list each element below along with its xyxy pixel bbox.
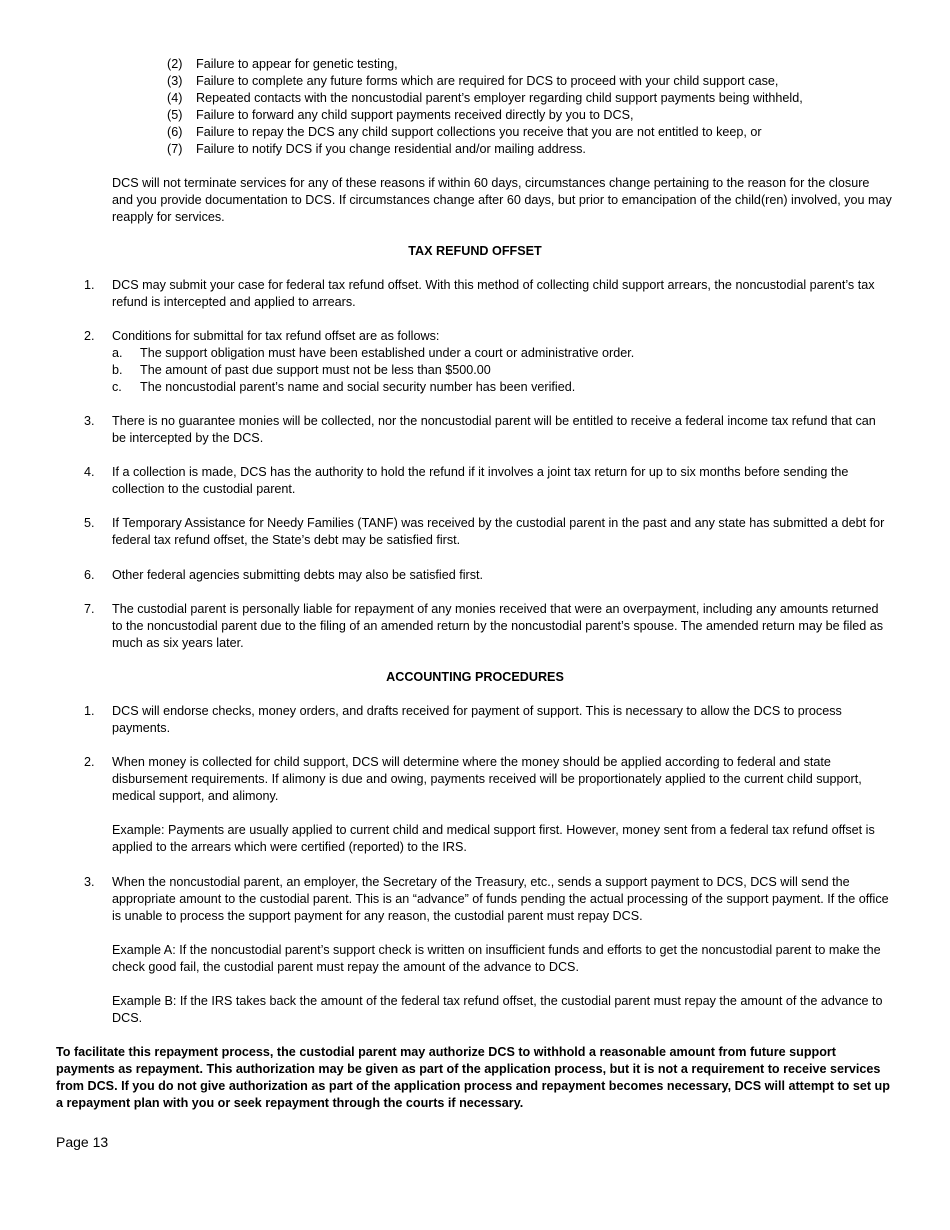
list-item-number: 4. [84, 465, 95, 479]
repayment-notice: To facilitate this repayment process, the custodial parent may authorize DCS to withhold a reasonable amount from future support payments as repayment. This authorization may be given as part of the application process, but it is not a requirement to receive services from DCS. If you do not give authorization as part of the application process and repayment becomes necessary, DCS will attempt to set up a repayment plan with you or seek repayment through the courts if necessary. [56, 1045, 890, 1110]
closure-note-paragraph: DCS will not terminate services for any of these reasons if within 60 days, circumstances change pertaining to the reason for the closure and you provide documentation to DCS. If circumstances change after 60 days, but prior to emancipation of the child(ren) involved, you may reapply for services. [112, 176, 892, 224]
list-item-number: 2. [84, 755, 95, 769]
example-b-paragraph: Example B: If the IRS takes back the amount of the federal tax refund offset, the custodial parent must repay the amount of the advance to DCS. [112, 994, 883, 1025]
list-item-number: 7. [84, 602, 95, 616]
list-item-text: Conditions for submittal for tax refund offset are as follows: [112, 329, 440, 343]
list-item-number: 5. [84, 516, 95, 530]
list-item-text: When money is collected for child support, DCS will determine where the money should be applied according to federal and state disbursement requirements. If alimony is due and owing, payments received will be proportionately applied to the current child support, medical support, and alimony. [112, 755, 862, 803]
list-item-number: (6) [167, 125, 183, 139]
sublist-item-text: The amount of past due support must not be less than $500.00 [140, 363, 491, 377]
page-number: Page 13 [56, 1134, 109, 1150]
list-item-number: 3. [84, 875, 95, 889]
list-item-text: Failure to forward any child support payments received directly by you to DCS, [196, 108, 634, 122]
list-item-number: (5) [167, 108, 183, 122]
list-item-text: The custodial parent is personally liable for repayment of any monies received that were an overpayment, including any amounts returned to the noncustodial parent due to the filing of an amended return by the noncustodial parent’s spouse. The amended return may be filed as much as six years later. [112, 602, 884, 650]
list-item-text: Failure to complete any future forms which are required for DCS to proceed with your child support case, [196, 74, 779, 88]
list-item-text: When the noncustodial parent, an employer, the Secretary of the Treasury, etc., sends a support payment to DCS, DCS will send the appropriate amount to the custodial parent. This is an “advance” of funds pending the actual processing of the support payment. If the office is unable to process the support payment for any reason, the custodial parent must repay DCS. [112, 875, 889, 923]
sublist-item-letter: c. [112, 380, 122, 394]
list-item-text: DCS may submit your case for federal tax refund offset. With this method of collecting child support arrears, the noncustodial parent’s tax refund is intercepted and applied to arrears. [112, 278, 875, 309]
list-item-number: 2. [84, 329, 95, 343]
list-item-text: Other federal agencies submitting debts may also be satisfied first. [112, 568, 483, 582]
sublist-item-text: The support obligation must have been established under a court or administrative order. [140, 346, 635, 360]
sublist-item-text: The noncustodial parent’s name and social security number has been verified. [140, 380, 576, 394]
list-item-text: DCS will endorse checks, money orders, and drafts received for payment of support. This is necessary to allow the DCS to process payments. [112, 704, 842, 735]
list-item-text: If Temporary Assistance for Needy Families (TANF) was received by the custodial parent in the past and any state has submitted a debt for federal tax refund offset, the State’s debt may be satisfied first. [112, 516, 885, 547]
list-item-number: (4) [167, 91, 183, 105]
tax-refund-heading: TAX REFUND OFFSET [408, 244, 542, 258]
list-item-text: Failure to appear for genetic testing, [196, 57, 398, 71]
list-item-text: If a collection is made, DCS has the authority to hold the refund if it involves a joint tax return for up to six months before sending the collection to the custodial parent. [112, 465, 849, 496]
list-item-number: 3. [84, 414, 95, 428]
list-item-text: There is no guarantee monies will be collected, nor the noncustodial parent will be entitled to receive a federal income tax refund that can be intercepted by the DCS. [112, 414, 876, 445]
list-item-number: 1. [84, 278, 95, 292]
list-item-text: Repeated contacts with the noncustodial parent’s employer regarding child support payments being withheld, [196, 91, 803, 105]
list-item-number: 6. [84, 568, 95, 582]
list-item-number: (2) [167, 57, 183, 71]
list-item-text: Failure to repay the DCS any child support collections you receive that you are not entitled to keep, or [196, 125, 762, 139]
list-item-text: Failure to notify DCS if you change residential and/or mailing address. [196, 142, 586, 156]
sublist-item-letter: b. [112, 363, 123, 377]
example-paragraph: Example: Payments are usually applied to current child and medical support first. However, money sent from a federal tax refund offset is applied to the arrears which were certified (reported) to the IRS. [112, 823, 875, 854]
accounting-heading: ACCOUNTING PROCEDURES [386, 670, 564, 684]
list-item-number: (3) [167, 74, 183, 88]
list-item-number: (7) [167, 142, 183, 156]
sublist-item-letter: a. [112, 346, 123, 360]
list-item-number: 1. [84, 704, 95, 718]
example-a-paragraph: Example A: If the noncustodial parent’s support check is written on insufficient funds and efforts to get the noncustodial parent to make the check good fail, the custodial parent must repay the amount of the advance to DCS. [112, 943, 881, 974]
